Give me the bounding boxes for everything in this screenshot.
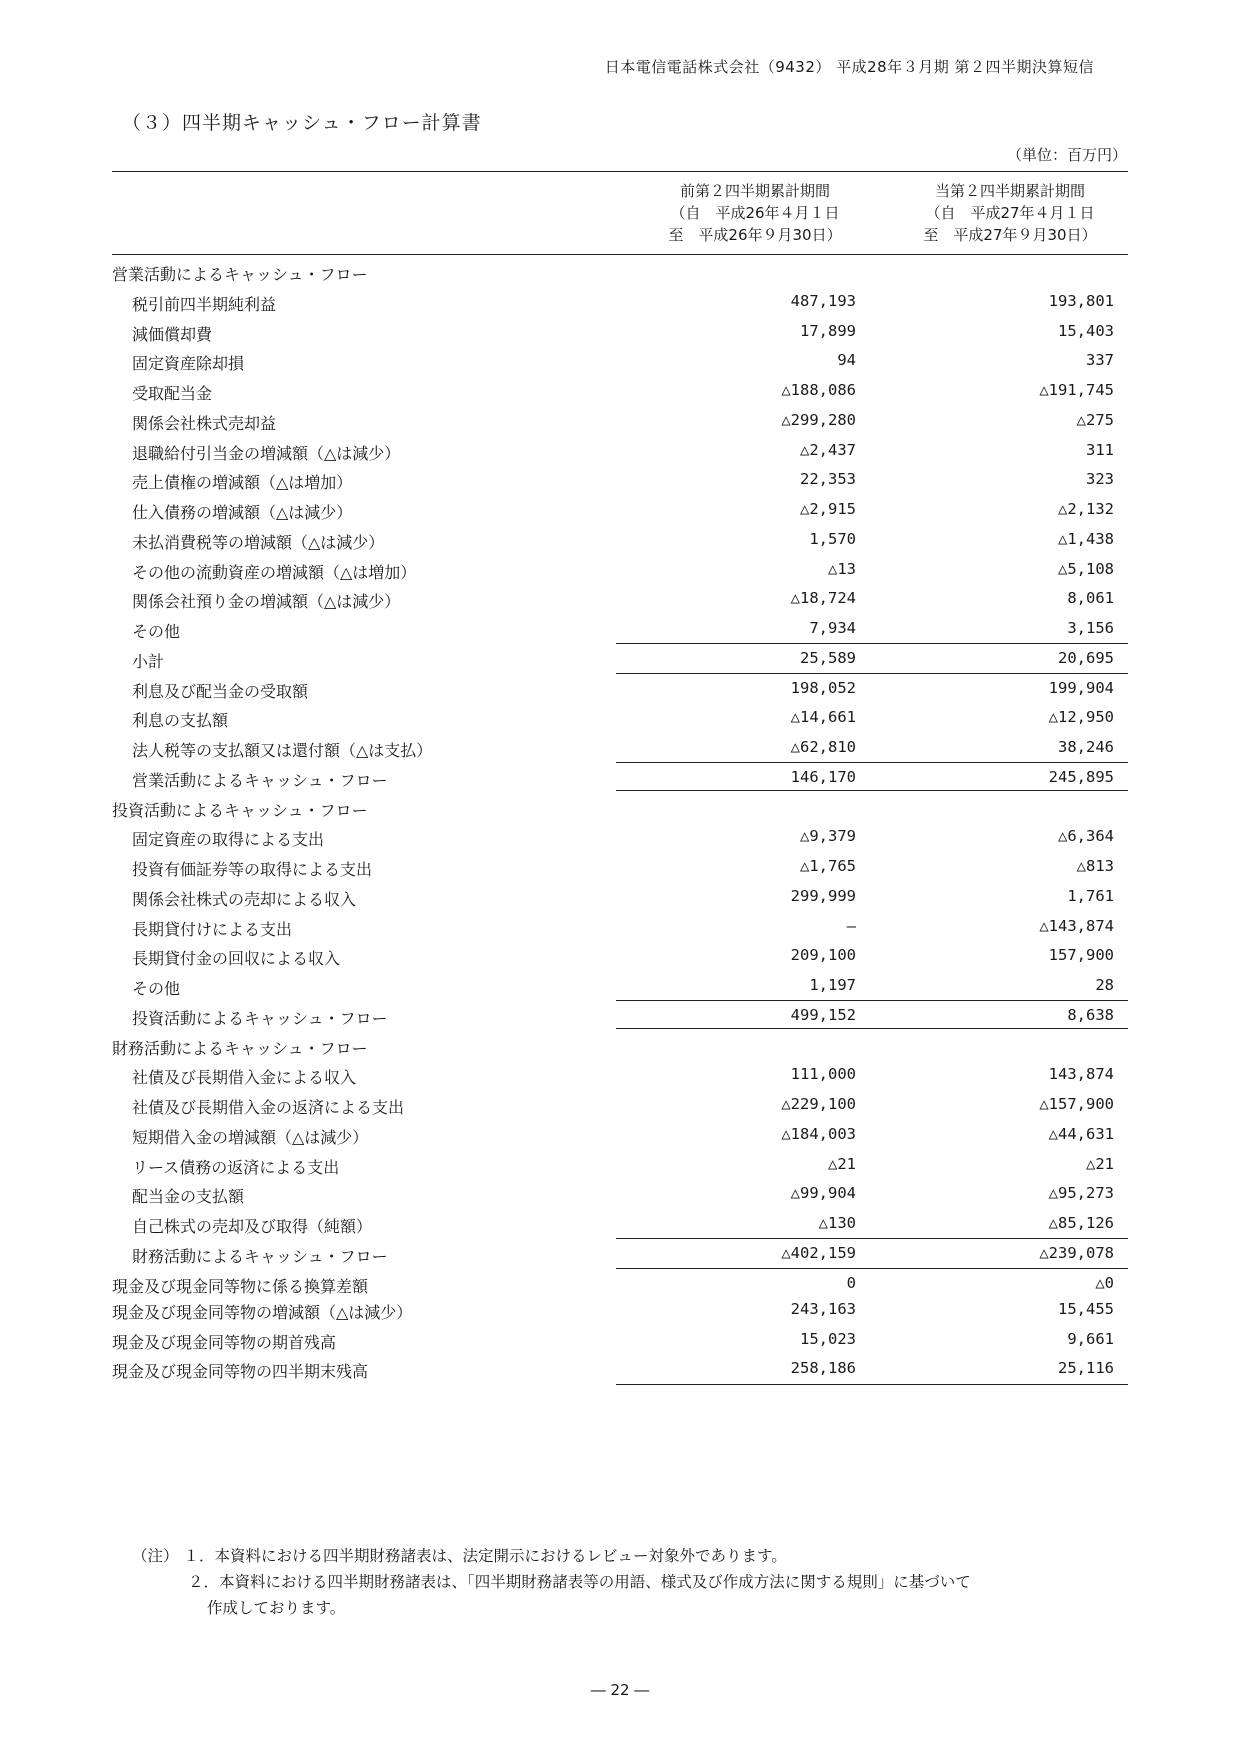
curr-period-value: △2,132 <box>1058 500 1114 518</box>
curr-period-value: 323 <box>1086 470 1114 489</box>
curr-period-value: 8,061 <box>1067 589 1114 608</box>
prev-period-value: 111,000 <box>790 1065 856 1084</box>
curr-period-value: △12,950 <box>1048 708 1114 727</box>
column-header-prev-period <box>640 180 870 246</box>
table-row <box>112 434 1128 467</box>
row-label: 固定資産除却損 <box>132 354 245 374</box>
curr-period-value: 15,455 <box>1058 1300 1114 1319</box>
table-row <box>112 1148 1128 1181</box>
curr-period-value: △44,631 <box>1048 1124 1114 1143</box>
subtotal-rule <box>616 1238 1128 1239</box>
curr-period-value: 38,246 <box>1058 738 1114 756</box>
footnote-2-continued: 作成しております。 <box>207 1599 346 1617</box>
prev-period-value: △299,280 <box>781 410 856 429</box>
prev-period-value: 209,100 <box>790 946 856 965</box>
curr-period-value: 3,156 <box>1067 619 1114 637</box>
footnotes <box>132 1543 971 1621</box>
unit-label: （単位：百万円） <box>1006 146 1127 164</box>
prev-period-value: 1,570 <box>809 529 856 548</box>
curr-period-value: △95,273 <box>1048 1184 1114 1203</box>
curr-period-value: 20,695 <box>1058 648 1114 667</box>
curr-period-value: △85,126 <box>1048 1214 1114 1232</box>
row-label: 投資活動によるキャッシュ・フロー <box>112 800 368 820</box>
curr-period-value: 8,638 <box>1067 1005 1114 1024</box>
row-label: 営業活動によるキャッシュ・フロー <box>112 265 368 284</box>
table-row <box>112 1118 1128 1151</box>
row-label: 社債及び長期借入金の返済による支出 <box>132 1098 405 1117</box>
row-label: 小計 <box>132 651 165 671</box>
table-row <box>112 1177 1128 1210</box>
curr-period-value: △191,745 <box>1039 381 1114 399</box>
table-row <box>112 1355 1128 1382</box>
curr-period-title: 当第２四半期累計期間 <box>934 182 1085 200</box>
row-label: 退職給付引当金の増減額（△は減少） <box>132 443 401 463</box>
prev-period-value: △14,661 <box>790 708 856 727</box>
row-label: 減価償却費 <box>132 324 213 344</box>
table-row <box>112 820 1128 853</box>
curr-period-value: 1,761 <box>1067 886 1114 905</box>
table-row <box>112 969 1128 1002</box>
prev-period-title: 前第２四半期累計期間 <box>679 182 830 200</box>
curr-period-value: △157,900 <box>1039 1095 1114 1113</box>
row-label: 長期貸付けによる支出 <box>132 919 293 939</box>
prev-period-value: △99,904 <box>790 1184 856 1203</box>
section-heading-row <box>112 791 1128 824</box>
section-title: （３）四半期キャッシュ・フロー計算書 <box>122 112 482 134</box>
curr-period-value: △1,438 <box>1058 529 1114 548</box>
prev-period-value: 499,152 <box>790 1005 856 1024</box>
prev-period-value: 258,186 <box>790 1359 856 1378</box>
curr-period-value: 15,403 <box>1058 321 1114 340</box>
row-label: その他 <box>132 622 181 641</box>
row-label: 投資有価証券等の取得による支出 <box>132 860 373 879</box>
curr-period-value: △0 <box>1095 1273 1114 1292</box>
row-label: リース債務の返済による支出 <box>132 1157 340 1177</box>
curr-period-value: △6,364 <box>1058 827 1114 846</box>
prev-period-value: △184,003 <box>781 1124 856 1143</box>
curr-period-value: 28 <box>1095 976 1114 994</box>
prev-period-value: 146,170 <box>790 767 856 786</box>
document-header: 日本電信電話株式会社（9432） 平成28年３月期 第２四半期決算短信 <box>604 58 1094 76</box>
prev-period-value: 1,197 <box>809 976 856 994</box>
curr-period-value: 311 <box>1086 440 1114 459</box>
prev-period-value: △13 <box>828 559 856 578</box>
row-label: 社債及び長期借入金による収入 <box>132 1068 357 1088</box>
row-label: その他の流動資産の増減額（△は増加） <box>132 562 417 582</box>
page-number: ― 22 ― <box>590 1681 650 1699</box>
table-row <box>112 1296 1128 1323</box>
column-header-curr-period <box>895 180 1125 246</box>
row-label: 固定資産の取得による支出 <box>132 830 325 850</box>
curr-period-value: 157,900 <box>1048 946 1114 965</box>
subtotal-rule <box>616 643 1128 644</box>
table-row <box>112 493 1128 526</box>
table-header <box>112 171 1128 255</box>
curr-period-value: 245,895 <box>1048 767 1114 786</box>
table-row <box>112 374 1128 407</box>
prev-period-value: △2,437 <box>800 440 856 459</box>
curr-period-value: △275 <box>1076 410 1114 429</box>
table-row <box>112 523 1128 556</box>
prev-period-value: △9,379 <box>800 827 856 846</box>
table-row <box>112 1326 1128 1353</box>
table-row <box>112 612 1128 645</box>
prev-period-value: 7,934 <box>809 619 856 637</box>
row-label: 長期貸付金の回収による収入 <box>132 949 341 969</box>
row-label: その他 <box>132 979 181 998</box>
curr-period-value: △21 <box>1086 1154 1114 1173</box>
curr-period-value: 337 <box>1086 351 1114 370</box>
section-heading-row <box>112 255 1128 288</box>
subtotal-rule <box>616 762 1128 763</box>
row-label: 法人税等の支払額又は還付額（△は支払） <box>132 741 433 760</box>
cash-flow-table <box>112 171 1128 1385</box>
row-label: 現金及び現金同等物の四半期末残高 <box>112 1362 369 1382</box>
prev-period-value: 22,353 <box>800 470 856 489</box>
prev-period-value: △62,810 <box>790 738 856 756</box>
prev-period-value: 25,589 <box>800 648 856 667</box>
table-row <box>112 553 1128 586</box>
table-row <box>112 1237 1128 1270</box>
curr-period-value: △239,078 <box>1039 1243 1114 1262</box>
table-row <box>112 1088 1128 1121</box>
row-label: 未払消費税等の増減額（△は減少） <box>132 532 385 552</box>
row-label: 仕入債務の増減額（△は減少） <box>132 503 353 522</box>
row-label: 財務活動によるキャッシュ・フロー <box>112 1038 368 1058</box>
prev-period-value: 15,023 <box>800 1329 856 1348</box>
prev-period-to: 至 平成26年９月30日） <box>668 226 842 244</box>
table-row <box>112 642 1128 675</box>
table-row <box>112 463 1128 496</box>
table-row <box>112 939 1128 972</box>
footnote-1-text: １．本資料における四半期財務諸表は、法定開示におけるレビュー対象外であります。 <box>183 1547 787 1565</box>
row-label: 利息及び配当金の受取額 <box>132 681 309 701</box>
prev-period-value: △21 <box>828 1154 856 1173</box>
row-label: 現金及び現金同等物の期首残高 <box>112 1332 337 1352</box>
row-label: 関係会社預り金の増減額（△は減少） <box>132 592 401 612</box>
prev-period-value: 0 <box>846 1273 856 1292</box>
prev-period-value: 243,163 <box>790 1300 856 1319</box>
row-label: 自己株式の売却及び取得（純額） <box>132 1217 373 1236</box>
subtotal-rule <box>616 1268 1128 1269</box>
table-row <box>112 850 1128 883</box>
table-body <box>112 255 1128 1385</box>
row-label: 利息の支払額 <box>132 711 229 731</box>
curr-period-value: 199,904 <box>1048 678 1114 697</box>
subtotal-rule <box>616 673 1128 674</box>
prev-period-value: △188,086 <box>781 381 856 399</box>
prev-period-value: ― <box>846 916 856 935</box>
prev-period-value: 299,999 <box>790 886 856 905</box>
prev-period-from: （自 平成26年４月１日 <box>670 204 840 222</box>
row-label: 配当金の支払額 <box>132 1187 245 1207</box>
prev-period-value: △2,915 <box>800 500 856 518</box>
curr-period-to: 至 平成27年９月30日） <box>923 226 1097 244</box>
prev-period-value: 17,899 <box>800 321 856 340</box>
table-row <box>112 880 1128 913</box>
table-row <box>112 1058 1128 1091</box>
table-row <box>112 285 1128 318</box>
row-label: 現金及び現金同等物の増減額（△は減少） <box>112 1303 413 1323</box>
prev-period-value: 198,052 <box>790 678 856 697</box>
row-label: 営業活動によるキャッシュ・フロー <box>132 770 388 790</box>
row-label: 売上債権の増減額（△は増加） <box>132 473 353 493</box>
table-row <box>112 582 1128 615</box>
prev-period-value: 94 <box>837 351 856 370</box>
curr-period-value: 193,801 <box>1048 291 1114 310</box>
row-label: 財務活動によるキャッシュ・フロー <box>132 1246 388 1266</box>
table-row <box>112 1267 1128 1300</box>
footnote-2: ２．本資料における四半期財務諸表は、「四半期財務諸表等の用語、様式及び作成方法に関する規則」に基づいて <box>188 1573 971 1591</box>
total-rule <box>616 1384 1128 1385</box>
prev-period-value: 487,193 <box>790 291 856 310</box>
row-label: 受取配当金 <box>132 384 213 403</box>
prev-period-value: △130 <box>818 1214 856 1232</box>
prev-period-value: △229,100 <box>781 1095 856 1113</box>
curr-period-from: （自 平成27年４月１日 <box>925 204 1095 222</box>
table-row <box>112 672 1128 705</box>
curr-period-value: 25,116 <box>1058 1359 1114 1378</box>
table-row <box>112 344 1128 377</box>
section-heading-row <box>112 1029 1128 1062</box>
row-label: 関係会社株式売却益 <box>132 413 277 433</box>
subtotal-rule <box>616 1000 1128 1001</box>
table-row <box>112 731 1128 764</box>
row-label: 関係会社株式の売却による収入 <box>132 889 357 909</box>
curr-period-value: △813 <box>1076 857 1114 875</box>
prev-period-value: △402,159 <box>781 1243 856 1262</box>
prev-period-value: △1,765 <box>800 857 856 875</box>
footnote-prefix: （注） <box>132 1547 179 1565</box>
table-row <box>112 1207 1128 1240</box>
row-label: 投資活動によるキャッシュ・フロー <box>132 1008 388 1028</box>
table-row <box>112 315 1128 348</box>
row-label: 現金及び現金同等物に係る換算差額 <box>112 1276 369 1296</box>
curr-period-value: △5,108 <box>1058 559 1114 578</box>
row-label: 短期借入金の増減額（△は減少） <box>132 1127 369 1147</box>
table-row <box>112 701 1128 734</box>
table-row <box>112 910 1128 943</box>
curr-period-value: 9,661 <box>1067 1329 1114 1348</box>
prev-period-value: △18,724 <box>790 589 856 608</box>
curr-period-value: △143,874 <box>1039 916 1114 935</box>
curr-period-value: 143,874 <box>1048 1065 1114 1084</box>
row-label: 税引前四半期純利益 <box>132 294 277 314</box>
footnote-1 <box>132 1543 971 1569</box>
table-row <box>112 404 1128 437</box>
